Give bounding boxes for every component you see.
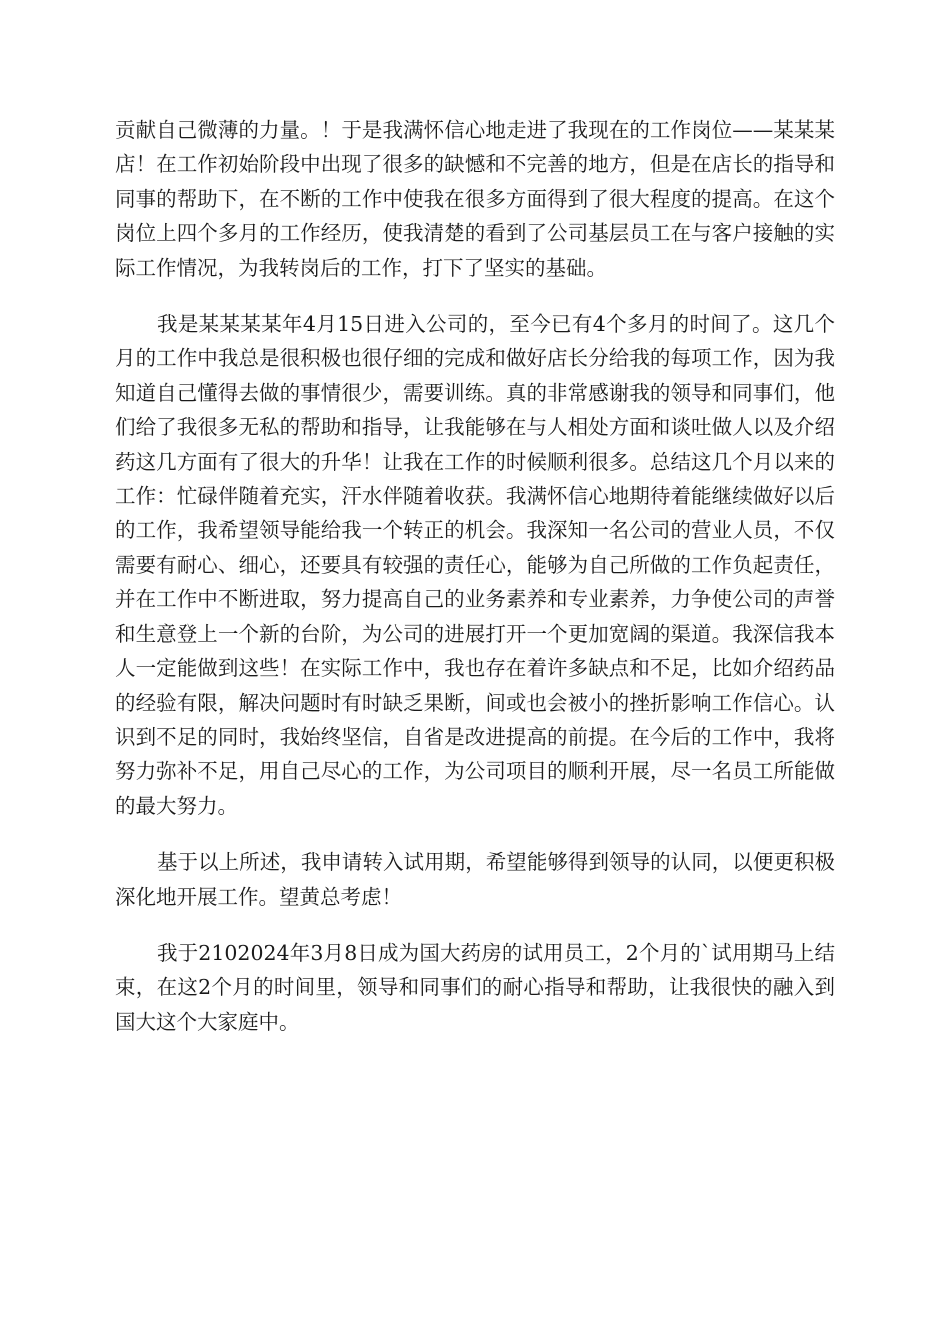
document-page [115,113,835,1061]
paragraph-2: 我是某某某某年4月15日进入公司的，至今已有4个多月的时间了。这几个月的工作中我总是很积极也很仔细的完成和做好店长分给我的每项工作，因为我知道自己懂得去做的事情很少，需要训练。真的非常感谢我的领导和同事们，他们给了我很多无私的帮助和指导，让我能够在与人相处方面和谈吐做人以及介绍药这几方面有了很大的升华！让我在工作的时候顺利很多。总结这几个月以来的工作：忙碌伴随着充实，汗水伴随着收获。我满怀信心地期待着能继续做好以后的工作，我希望领导能给我一个转正的机会。我深知一名公司的营业人员，不仅需要有耐心、细心，还要具有较强的责任心，能够为自己所做的工作负起责任，并在工作中不断进取，努力提高自己的业务素养和专业素养，力争使公司的声誉和生意登上一个新的台阶，为公司的进展打开一个更加宽阔的渠道。我深信我本人一定能做到这些！在实际工作中，我也存在着许多缺点和不足，比如介绍药品的经验有限，解决问题时有时缺乏果断，间或也会被小的挫折影响工作信心。认识到不足的同时，我始终坚信，自省是改进提高的前提。在今后的工作中，我将努力弥补不足，用自己尽心的工作，为公司项目的顺利开展，尽一名员工所能做的最大努力。 [115,312,835,818]
paragraph-4: 我于2102024年3月8日成为国大药房的试用员工，2个月的`试用期马上结束，在这2个月的时间里，领导和同事们的耐心指导和帮助，让我很快的融入到国大这个大家庭中。 [115,940,835,1034]
paragraph-3: 基于以上所述，我申请转入试用期，希望能够得到领导的认同，以便更积极深化地开展工作。望黄总考虑！ [115,850,835,909]
paragraph-1: 贡献自己微薄的力量。！于是我满怀信心地走进了我现在的工作岗位——某某某店！在工作初始阶段中出现了很多的缺憾和不完善的地方，但是在店长的指导和同事的帮助下，在不断的工作中使我在很多方面得到了很大程度的提高。在这个岗位上四个多月的工作经历，使我清楚的看到了公司基层员工在与客户接触的实际工作情况，为我转岗后的工作，打下了坚实的基础。 [115,118,835,280]
